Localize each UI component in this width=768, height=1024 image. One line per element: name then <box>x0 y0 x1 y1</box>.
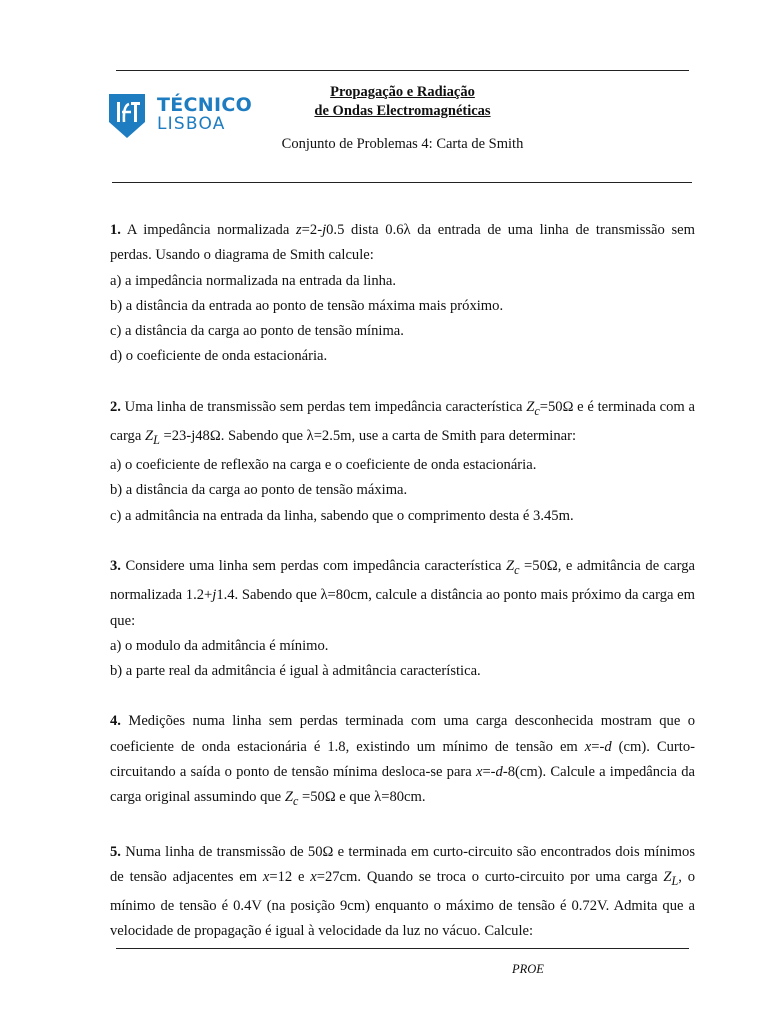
problem-number: 4. <box>110 713 121 730</box>
header-rule <box>112 182 692 183</box>
footer-label: PROE <box>512 962 544 976</box>
problem-text: Considere uma linha sem perdas com impedância característica $Z_c =50\Omega$, e admitância de carga normalizada 1.2+j1.4. Sabendo que λ=80cm, calcule a distância ao ponto mais próximo da carga em que: <box>110 558 696 629</box>
problem-4 <box>110 709 695 814</box>
problem-subquestion: b) a parte real da admitância é igual à admitância característica. <box>110 663 481 680</box>
problem-text: Medições numa linha sem perdas terminada com uma carga desconhecida mostram que o coeficiente de onda estacionária é 1.8, existindo um mínimo de tensão em x=-d (cm). Curto-circuitando a saída o ponto de tensão mínima desloca-se para x=-d-8(cm). Calcule a impedância da carga original assumindo que $Z_c =50\Omega$ e que λ=80cm. <box>110 713 695 809</box>
problem-subquestion: a) o coeficiente de reflexão na carga e o coeficiente de onda estacionária. <box>110 457 537 474</box>
problem-text: Uma linha de transmissão sem perdas tem impedância característica $Z_c=50\Omega$ e é terminada com a carga $Z_L =23-j48\Omega$. Sabendo que λ=2.5m, use a carta de Smith para determinar: <box>110 398 695 447</box>
problem-subquestion: a) o modulo da admitância é mínimo. <box>110 637 329 654</box>
problem-statement <box>110 395 695 453</box>
bottom-rule <box>116 948 689 949</box>
problem-2 <box>110 395 695 529</box>
problem-subquestion: a) a impedância normalizada na entrada da linha. <box>110 272 397 289</box>
course-title-line2: de Ondas Electromagnéticas <box>314 103 491 119</box>
problem-subquestion: d) o coeficiente de onda estacionária. <box>110 348 328 365</box>
problem-text: Numa linha de transmissão de 50Ω e terminada em curto-circuito são encontrados dois mínimos de tensão adjacentes em x=12 e x=27cm. Quando se troca o curto-circuito por uma carga $Z_L$, o mínimo de tensão é 0.4V (na posição 9cm) enquanto o máximo de tensão é 0.72V. Admita que a velocidade de propagação é igual à velocidade da luz no vácuo. Calcule: <box>110 843 696 940</box>
problem-number: 2. <box>110 398 121 415</box>
problem-subquestion: b) a distância da carga ao ponto de tensão máxima. <box>110 482 408 499</box>
top-rule <box>116 70 689 71</box>
problem-statement <box>110 554 695 634</box>
logo-text-line2: LISBOA <box>157 114 226 134</box>
problem-number: 1. <box>110 222 121 238</box>
institution-logo <box>107 92 253 140</box>
problem-1 <box>110 218 695 370</box>
problem-set-subtitle: Conjunto de Problemas 4: Carta de Smith <box>281 136 524 152</box>
problem-text: A impedância normalizada z=2-j0.5 dista 0.6λ da entrada de uma linha de transmissão sem perdas. Usando o diagrama de Smith calcule: <box>110 222 696 264</box>
problem-list <box>110 218 695 970</box>
problem-subquestion: b) a distância da entrada ao ponto de tensão máxima mais próximo. <box>110 297 504 314</box>
problem-number: 3. <box>110 558 121 575</box>
ist-shield-logo-icon <box>107 92 147 140</box>
problem-subquestion: c) a admitância na entrada da linha, sabendo que o comprimento desta é 3.45m. <box>110 507 574 524</box>
logo-text-line1: TÉCNICO <box>157 94 253 116</box>
problem-statement <box>110 218 695 269</box>
problem-number: 5. <box>110 843 121 860</box>
problem-statement <box>110 840 695 945</box>
problem-subquestion: c) a distância da carga ao ponto de tensão mínima. <box>110 323 404 340</box>
problem-3 <box>110 554 695 684</box>
problem-5 <box>110 840 695 945</box>
course-title-line1: Propagação e Radiação <box>330 84 475 100</box>
problem-statement <box>110 709 695 814</box>
